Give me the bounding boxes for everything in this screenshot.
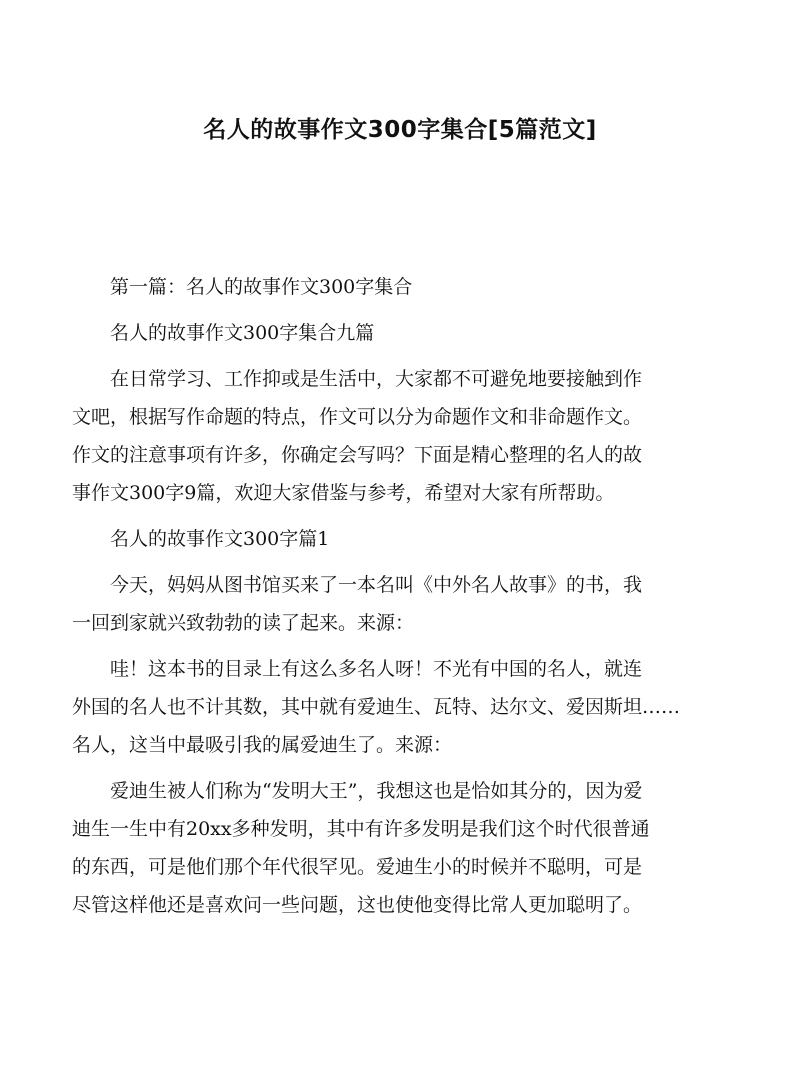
paragraph-line: 爱迪生被人们称为“发明大王”，我想这也是恰如其分的，因为爱	[110, 780, 643, 802]
paragraph-line: 哇！这本书的目录上有这么多名人呀！不光有中国的名人，就连	[110, 658, 643, 680]
paragraph-5	[72, 566, 731, 642]
paragraph-line: 名人，这当中最吸引我的属爱迪生了。来源：	[72, 734, 453, 756]
paragraph-4	[72, 520, 731, 558]
paragraph-line: 今天，妈妈从图书馆买来了一本名叫《中外名人故事》的书，我	[110, 574, 643, 596]
paragraph-line: 迪生一生中有20xx多种发明，其中有许多发明是我们这个时代很普通	[72, 818, 650, 840]
paragraph-3	[72, 360, 731, 512]
paragraph-line: 事作文300字9篇，欢迎大家借鉴与参考，希望对大家有所帮助。	[72, 482, 615, 504]
paragraph-line: 外国的名人也不计其数，其中就有爱迪生、瓦特、达尔文、爱因斯坦……	[72, 696, 681, 718]
paragraph-1	[72, 268, 731, 306]
paragraph-line: 名人的故事作文300字篇1	[110, 528, 330, 550]
paragraph-6	[72, 650, 731, 764]
paragraph-line: 名人的故事作文300字集合九篇	[110, 322, 375, 344]
paragraph-line: 一回到家就兴致勃勃的读了起来。来源：	[72, 612, 415, 634]
paragraph-line: 文吧，根据写作命题的特点，作文可以分为命题作文和非命题作文。	[72, 406, 643, 428]
paragraph-7	[72, 772, 731, 924]
document-title: 名人的故事作文300字集合[5篇范文]	[203, 117, 597, 143]
document-body	[72, 268, 731, 932]
paragraph-line: 作文的注意事项有许多，你确定会写吗？下面是精心整理的名人的故	[72, 444, 643, 466]
paragraph-2	[72, 314, 731, 352]
paragraph-line: 第一篇：名人的故事作文300字集合	[110, 276, 413, 298]
paragraph-line: 尽管这样他还是喜欢问一些问题，这也使他变得比常人更加聪明了。	[72, 894, 643, 916]
paragraph-line: 的东西，可是他们那个年代很罕见。爱迪生小的时候并不聪明，可是	[72, 856, 643, 878]
paragraph-line: 在日常学习、工作抑或是生活中，大家都不可避免地要接触到作	[110, 368, 643, 390]
